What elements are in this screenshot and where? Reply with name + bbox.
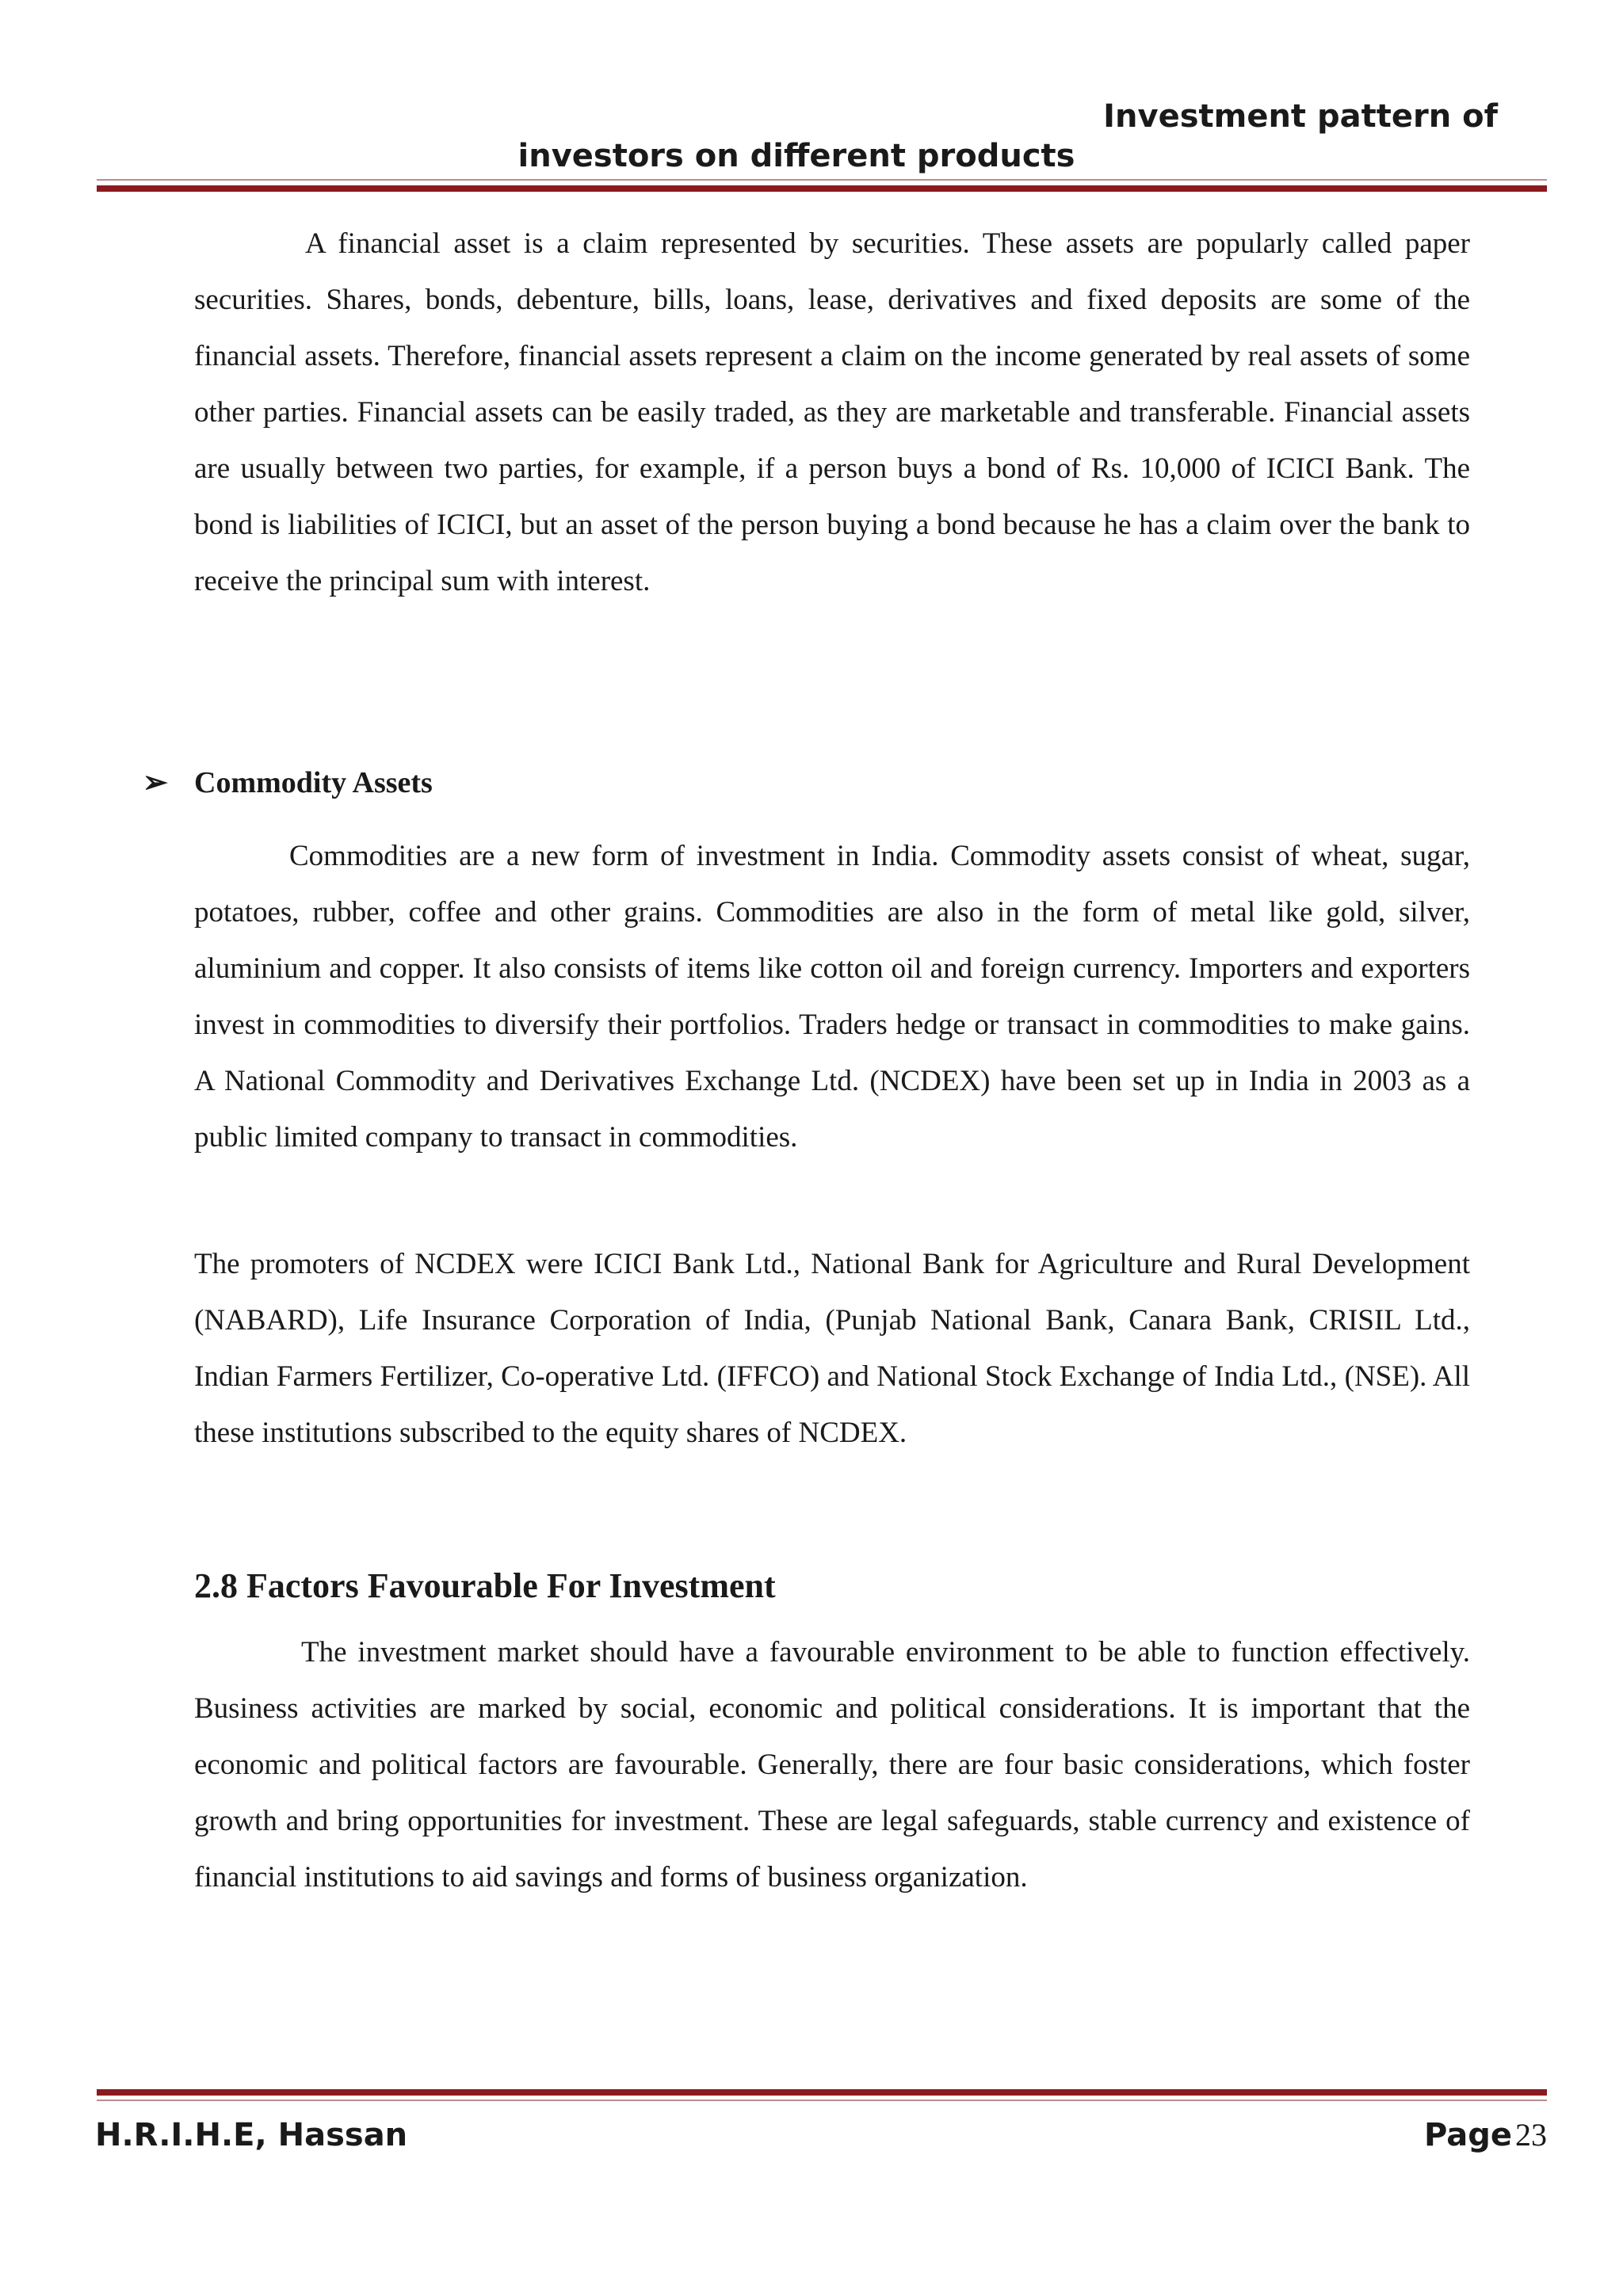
footer-rule bbox=[97, 2089, 1547, 2096]
financial-assets-paragraph: A financial asset is a claim represented by securities. These assets are popularly called paper securities. Shares, bonds, debenture, bills, loans, lease, derivatives and fixed deposits are some of the financial assets. Therefore, financial assets represent a claim on the income generated by real assets of some other parties. Financial assets can be easily traded, as they are marketable and transferable. Financial assets are usually between two parties, for example, if a person buys a bond of Rs. 10,000 of ICICI Bank. The bond is liabilities of ICICI, but an asset of the person buying a bond because he has a claim over the bank to receive the principal sum with interest. bbox=[194, 227, 1470, 597]
arrow-bullet-icon: ➢ bbox=[143, 766, 168, 799]
financial-assets-section bbox=[194, 215, 1470, 609]
commodity-assets-heading bbox=[143, 759, 433, 807]
header-title-line1: Investment pattern of bbox=[1103, 98, 1498, 135]
footer-institution: H.R.I.H.E, Hassan bbox=[95, 2117, 408, 2153]
promoters-section bbox=[194, 1236, 1470, 1461]
footer-page bbox=[1424, 2115, 1547, 2162]
footer-page-label: Page bbox=[1424, 2117, 1512, 2153]
header-rule-thin bbox=[97, 179, 1547, 181]
factors-paragraph: The investment market should have a favourable environment to be able to function effectively. Business activities are marked by social, economic and political considerations. It is important that the economic and political factors are favourable. Generally, there are four basic considerations, which foster growth and bring opportunities for investment. These are legal safeguards, stable currency and existence of financial institutions to aid savings and forms of business organization. bbox=[194, 1636, 1470, 1894]
footer-rule-thin bbox=[97, 2100, 1547, 2101]
header-rule bbox=[97, 185, 1547, 192]
factors-section bbox=[194, 1624, 1470, 1905]
promoters-paragraph: The promoters of NCDEX were ICICI Bank Ltd., National Bank for Agriculture and Rural Development (NABARD), Life Insurance Corporation of India, (Punjab National Bank, Canara Bank, CRISIL Ltd., Indian Farmers Fertilizer, Co-operative Ltd. (IFFCO) and National Stock Exchange of India Ltd., (NSE). All these institutions subscribed to the equity shares of NCDEX. bbox=[194, 1248, 1470, 1449]
commodity-section bbox=[194, 828, 1470, 1165]
commodity-assets-heading-text: Commodity Assets bbox=[194, 766, 433, 799]
header-title-line2: investors on different products bbox=[517, 138, 1075, 174]
footer-page-number: 23 bbox=[1515, 2117, 1547, 2153]
commodity-paragraph: Commodities are a new form of investment in India. Commodity assets consist of wheat, sugar, potatoes, rubber, coffee and other grains. Commodities are also in the form of metal like gold, silver, aluminium and copper. It also consists of items like cotton oil and foreign currency. Importers and exporters invest in commodities to diversify their portfolios. Traders hedge or transact in commodities to make gains. A National Commodity and Derivatives Exchange Ltd. (NCDEX) have been set up in India in 2003 as a public limited company to transact in commodities. bbox=[194, 840, 1470, 1154]
section-heading: 2.8 Factors Favourable For Investment bbox=[194, 1566, 776, 1605]
